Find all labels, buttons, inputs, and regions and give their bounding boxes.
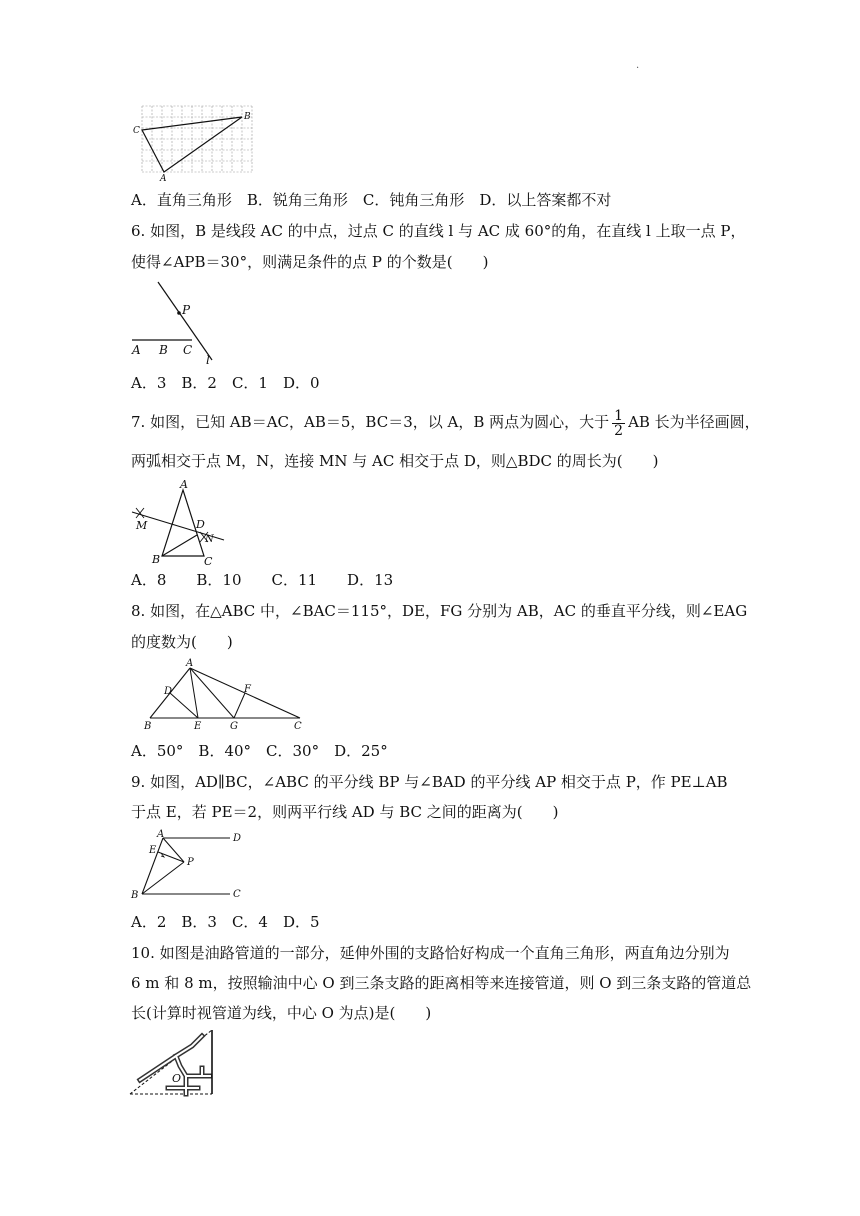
q10-text-line3: 长(计算时视管道为线，中心 O 为点)是( )	[131, 1004, 432, 1022]
q10-label-o: O	[172, 1072, 182, 1085]
q7-label-d: D	[196, 518, 205, 531]
q8-label-d: D	[164, 686, 173, 697]
q8-label-f: F	[244, 684, 251, 695]
q6-figure	[130, 278, 230, 368]
q9-label-b: B	[131, 890, 139, 901]
q7-fraction	[612, 409, 625, 438]
q7-fraction-denominator: 2	[614, 422, 624, 439]
q5-options: A．直角三角形 B．锐角三角形 C．钝角三角形 D．以上答案都不对	[131, 191, 612, 209]
q6-text-line1: 6. 如图，B 是线段 AC 的中点，过点 C 的直线 l 与 AC 成 60°的角，在直线 l 上取一点 P，	[131, 222, 746, 240]
q6-options: A．3 B．2 C．1 D．0	[131, 374, 320, 392]
q7-label-n: N	[205, 534, 214, 545]
q9-text-line2: 于点 E，若 PE＝2，则两平行线 AD 与 BC 之间的距离为( )	[131, 803, 559, 821]
q10-figure	[128, 1026, 238, 1106]
q6-label-c: C	[183, 343, 193, 357]
q8-label-a: A	[186, 658, 194, 669]
q9-options: A．2 B．3 C．4 D．5	[131, 913, 320, 931]
q6-label-a: A	[132, 343, 141, 357]
q9-label-p: P	[187, 857, 194, 868]
q8-label-e: E	[194, 721, 202, 732]
q7-text-line1	[131, 405, 760, 439]
q7-figure	[130, 478, 230, 568]
q8-label-g: G	[230, 721, 238, 732]
q6-text-line2: 使得∠APB＝30°，则满足条件的点 P 的个数是( )	[131, 253, 489, 271]
q10-text-line2: 6 m 和 8 m，按照输油中心 O 到三条支路的距离相等来连接管道，则 O 到三条支路的管道总	[131, 974, 752, 992]
q9-label-c: C	[233, 889, 241, 900]
q8-text-line1: 8. 如图，在△ABC 中，∠BAC＝115°，DE，FG 分别为 AB，AC 的垂直平分线，则∠EAG	[131, 602, 748, 620]
q10-text-line1: 10. 如图是油路管道的一部分，延伸外围的支路恰好构成一个直角三角形，两直角边分别为	[131, 944, 730, 962]
q5-label-b: B	[244, 112, 251, 122]
q7-fraction-numerator: 1	[614, 407, 624, 424]
q7-label-c: C	[204, 555, 213, 568]
q8-text-line2: 的度数为( )	[131, 633, 233, 651]
q7-text-line2: 两弧相交于点 M，N，连接 MN 与 AC 相交于点 D，则△BDC 的周长为( )	[131, 452, 659, 470]
header-mark: .	[636, 60, 640, 71]
q8-label-b: B	[144, 721, 152, 732]
q8-figure	[140, 658, 320, 734]
q6-label-b: B	[159, 343, 168, 357]
q8-options: A．50° B．40° C．30° D．25°	[131, 742, 388, 760]
q5-label-a: A	[160, 174, 167, 184]
q9-label-d: D	[233, 833, 242, 844]
q7-label-b: B	[152, 553, 161, 566]
q6-label-p: P	[182, 303, 191, 317]
q9-text-line1: 9. 如图，AD∥BC，∠ABC 的平分线 BP 与∠BAD 的平分线 AP 相交于点 P，作 PE⊥AB	[131, 773, 728, 791]
q7-label-a: A	[180, 478, 188, 491]
q7-label-m: M	[136, 519, 148, 532]
q9-label-a: A	[157, 829, 165, 840]
q9-label-e: E	[149, 845, 157, 856]
q5-figure	[132, 104, 262, 184]
q5-label-c: C	[133, 126, 140, 136]
q7-options: A．8 B．10 C．11 D．13	[131, 571, 394, 589]
q7-text-line1-a: 7. 如图，已知 AB＝AC，AB＝5，BC＝3，以 A，B 两点为圆心，大于	[131, 413, 610, 431]
q6-label-l: l	[206, 353, 210, 367]
q9-figure	[130, 828, 250, 908]
q7-text-line1-b: AB 长为半径画圆，	[628, 413, 760, 431]
q8-label-c: C	[294, 721, 302, 732]
